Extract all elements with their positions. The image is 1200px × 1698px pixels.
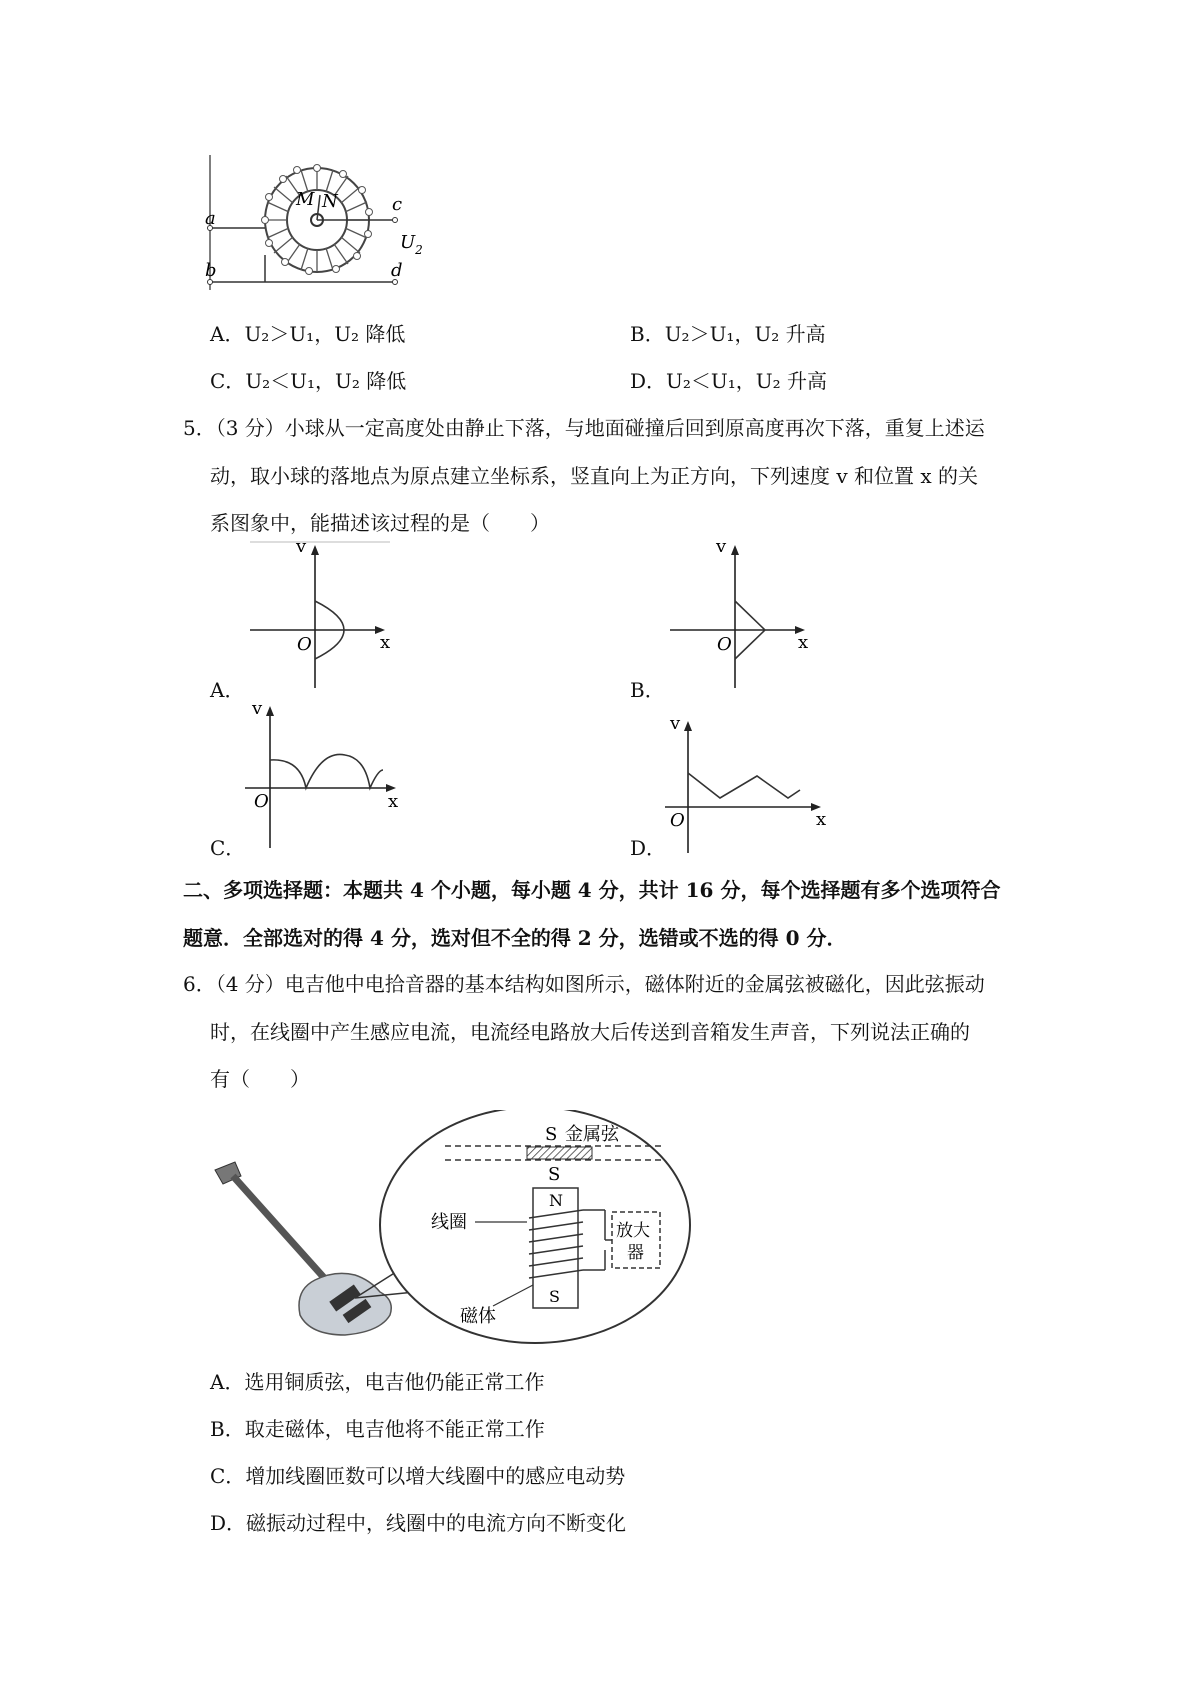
label-d: d xyxy=(391,260,403,281)
graph-c xyxy=(240,700,410,850)
graph-d xyxy=(660,715,835,855)
origin-label: O xyxy=(254,791,269,812)
q4-option-c[interactable] xyxy=(210,365,406,394)
toroid-transformer-figure xyxy=(205,150,435,295)
q6-stem-line-1: 6．（4 分）电吉他中电拾音器的基本结构如图所示，磁体附近的金属弦被磁化，因此弦振动 xyxy=(183,972,985,996)
string-pole-label: S xyxy=(545,1124,558,1145)
magnet-S-label: S xyxy=(549,1287,560,1306)
option-text: 选用铜质弦，电吉他仍能正常工作 xyxy=(244,1370,545,1394)
option-text: 取走磁体，电吉他将不能正常工作 xyxy=(244,1417,545,1441)
q6-option-a[interactable] xyxy=(210,1366,544,1395)
q5-option-b[interactable]: B． xyxy=(630,678,665,702)
guitar-pickup-figure xyxy=(205,1110,725,1350)
option-letter: B． xyxy=(210,1417,245,1441)
q5-option-d[interactable]: D． xyxy=(630,836,667,860)
option-letter: C． xyxy=(210,1464,246,1488)
q6-option-c[interactable] xyxy=(210,1460,625,1489)
axis-v-label: v xyxy=(670,715,681,734)
q6-stem-line-3: 有（ ） xyxy=(210,1067,310,1091)
q5-option-a[interactable]: A． xyxy=(210,678,245,702)
q5-stem-line-3: 系图象中，能描述该过程的是（ ） xyxy=(210,511,550,535)
origin-label: O xyxy=(670,810,685,831)
section-2-heading-line-2: 题意．全部选对的得 4 分，选对但不全的得 2 分，选错或不选的得 0 分． xyxy=(183,926,847,950)
axis-x-label: x xyxy=(816,809,827,830)
coil-label: 线圈 xyxy=(431,1212,467,1233)
q6-option-d[interactable] xyxy=(210,1507,626,1536)
option-letter: D． xyxy=(210,1511,247,1535)
label-M: M xyxy=(296,189,315,210)
amp-label-line-1: 放大 xyxy=(616,1221,650,1241)
label-a: a xyxy=(205,208,216,229)
option-text: U₂＞U₁，U₂ 升高 xyxy=(664,322,826,346)
q4-option-d[interactable] xyxy=(630,365,827,394)
q5-option-c[interactable]: C． xyxy=(210,836,246,860)
q4-option-a[interactable] xyxy=(210,318,405,347)
option-letter: A． xyxy=(210,1370,245,1394)
amp-label-line-2: 器 xyxy=(627,1243,644,1263)
axis-v-label: v xyxy=(252,700,263,719)
graph-b xyxy=(660,540,820,690)
label-U2: $U_2$ xyxy=(400,232,423,257)
option-letter: A． xyxy=(210,322,245,346)
label-b: b xyxy=(205,260,217,281)
guitar-illustration xyxy=(215,1162,391,1335)
string-label: 金属弦 xyxy=(565,1124,619,1145)
magnet-top-pole-label: S xyxy=(548,1164,561,1185)
option-text: U₂＜U₁，U₂ 升高 xyxy=(666,369,828,393)
axis-x-label: x xyxy=(388,791,399,812)
option-text: U₂＜U₁，U₂ 降低 xyxy=(245,369,407,393)
origin-label: O xyxy=(717,634,732,655)
origin-label: O xyxy=(297,634,312,655)
axis-x-label: x xyxy=(380,632,391,653)
graph-a xyxy=(240,540,400,690)
option-text: 磁振动过程中，线圈中的电流方向不断变化 xyxy=(246,1511,627,1535)
magnet-N-label: N xyxy=(549,1191,563,1210)
magnet-label: 磁体 xyxy=(460,1306,496,1327)
axis-x-label: x xyxy=(798,632,809,653)
label-c: c xyxy=(392,194,403,215)
option-letter: B． xyxy=(630,322,665,346)
q4-option-b[interactable] xyxy=(630,318,826,347)
q6-stem-line-2: 时，在线圈中产生感应电流，电流经电路放大后传送到音箱发生声音，下列说法正确的 xyxy=(210,1020,970,1044)
axis-v-label: v xyxy=(716,540,727,557)
q6-option-b[interactable] xyxy=(210,1413,545,1442)
option-text: U₂＞U₁，U₂ 降低 xyxy=(244,322,406,346)
option-letter: C． xyxy=(210,369,246,393)
label-N: N xyxy=(322,191,338,212)
option-letter: D． xyxy=(630,369,667,393)
section-2-heading-line-1: 二、多项选择题：本题共 4 个小题，每小题 4 分，共计 16 分，每个选择题有多个选项符合 xyxy=(183,878,1001,902)
option-text: 增加线圈匝数可以增大线圈中的感应电动势 xyxy=(245,1464,626,1488)
q5-stem-line-2: 动，取小球的落地点为原点建立坐标系，竖直向上为正方向，下列速度 v 和位置 x 的关 xyxy=(210,464,979,488)
q5-stem-line-1: 5．（3 分）小球从一定高度处由静止下落，与地面碰撞后回到原高度再次下落，重复上述运 xyxy=(183,416,985,440)
axis-v-label: v xyxy=(296,540,307,557)
